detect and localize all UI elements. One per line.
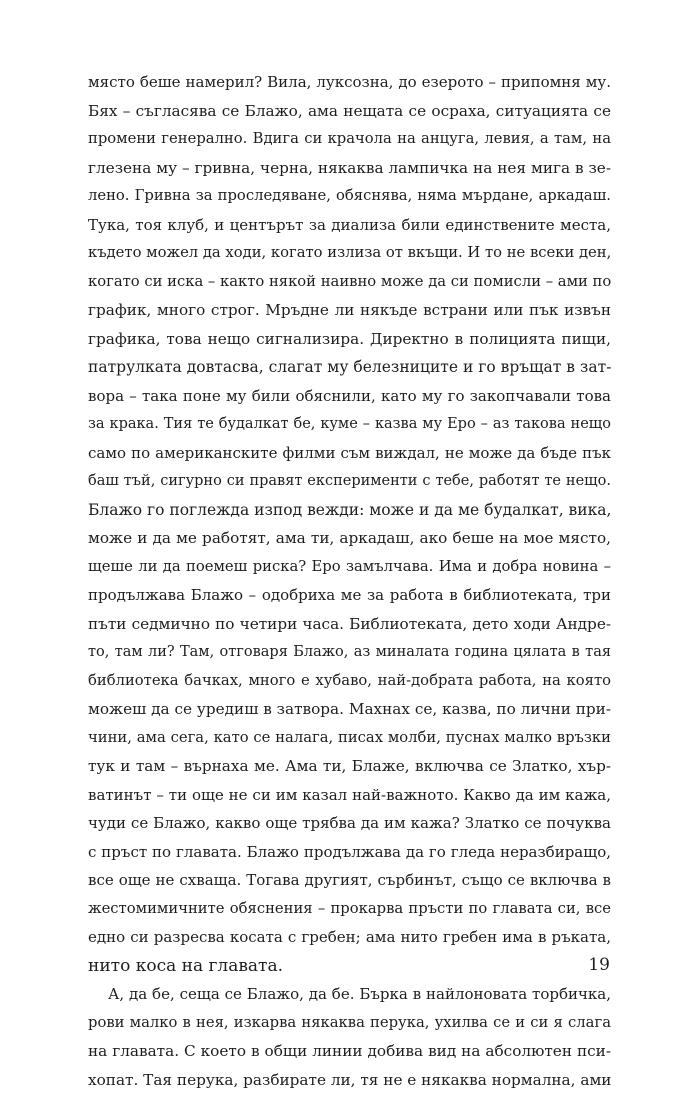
text-line: ватинът – ти още не си им казал най-важното. Какво да им кажа,	[88, 781, 611, 810]
text-line: промени генерално. Вдига си крачола на анцуга, левия, а там, на	[88, 125, 611, 154]
text-line: на главата. С което в общи линии добива вид на абсолютен пси-	[88, 1037, 611, 1066]
text-line: графика, това нещо сигнализира. Директно в полицията пищи,	[88, 325, 611, 354]
page-number: 19	[588, 955, 610, 975]
text-line: само по американските филми съм виждал, не може да бъде пък	[88, 439, 611, 468]
text-line: чуди се Блажо, какво още трябва да им кажа? Златко се почуква	[88, 809, 611, 838]
text-line: жестомимичните обяснения – прокарва пръсти по главата си, все	[88, 895, 611, 924]
text-line: Бях – съгласява се Блажо, ама нещата се осраха, ситуацията се	[88, 97, 611, 126]
paragraph-start-line: А, да бе, сеща се Блажо, да бе. Бърка в найлоновата торбичка,	[88, 980, 611, 1009]
text-line: където можел да ходи, когато излиза от вкъщи. И то не всеки ден,	[88, 239, 611, 268]
text-line: за крака. Тия те будалкат бе, куме – казва му Еро – аз такова нещо	[88, 410, 611, 439]
text-line: библиотека бачках, много е хубаво, най-добрата работа, на която	[88, 667, 611, 696]
text-line: продължава Блажо – одобриха ме за работа в библиотеката, три	[88, 581, 611, 610]
text-line: пъти седмично по четири часа. Библиотеката, дето ходи Андре-	[88, 610, 611, 639]
text-line: тук и там – върнаха ме. Ама ти, Блаже, включва се Златко, хър-	[88, 752, 611, 781]
body-text	[88, 68, 611, 1094]
text-line: Тука, тоя клуб, и центърът за диализа били единствените места,	[88, 211, 611, 240]
text-line: вора – така поне му били обяснили, като му го закопчавали това	[88, 382, 611, 411]
text-line: все още не схваща. Тогава другият, сърбинът, също се включва в	[88, 866, 611, 895]
text-line: рови малко в нея, изкарва някаква перука, ухилва се и си я слага	[88, 1009, 611, 1038]
text-line: когато си иска – както някой наивно може да си помисли – ами по	[88, 268, 611, 297]
text-line: може и да ме работят, ама ти, аркадаш, ако беше на мое място,	[88, 524, 611, 553]
text-line: хопат. Тая перука, разбирате ли, тя не е някаква нормална, ами	[88, 1066, 611, 1094]
text-line: график, много строг. Мръдне ли някъде встрани или пък извън	[88, 296, 611, 325]
text-line: едно си разресва косата с гребен; ама нито гребен има в ръката,	[88, 923, 611, 952]
text-line: място беше намерил? Вила, луксозна, до езерото – припомня му.	[88, 68, 611, 97]
text-line: с пръст по главата. Блажо продължава да го гледа неразбиращо,	[88, 838, 611, 867]
text-line: патрулката довтасва, слагат му белезниците и го връщат в зат-	[88, 353, 611, 382]
paragraph-end-line: нито коса на главата.	[88, 952, 611, 981]
text-line: баш тъй, сигурно си правят експерименти с тебе, работят те нещо.	[88, 467, 611, 496]
text-line: Блажо го поглежда изпод вежди: може и да ме будалкат, вика,	[88, 496, 611, 525]
text-line: можеш да се уредиш в затвора. Махнах се, казва, по лични при-	[88, 695, 611, 724]
text-line: чини, ама сега, като се налага, писах молби, пуснах малко връзки	[88, 724, 611, 753]
text-line: лено. Гривна за проследяване, обяснява, няма мърдане, аркадаш.	[88, 182, 611, 211]
text-line: глезена му – гривна, черна, някаква лампичка на нея мига в зе-	[88, 154, 611, 183]
text-line: щеше ли да поемеш риска? Еро замълчава. Има и добра новина –	[88, 553, 611, 582]
text-line: то, там ли? Там, отговаря Блажо, аз миналата година цялата в тая	[88, 638, 611, 667]
